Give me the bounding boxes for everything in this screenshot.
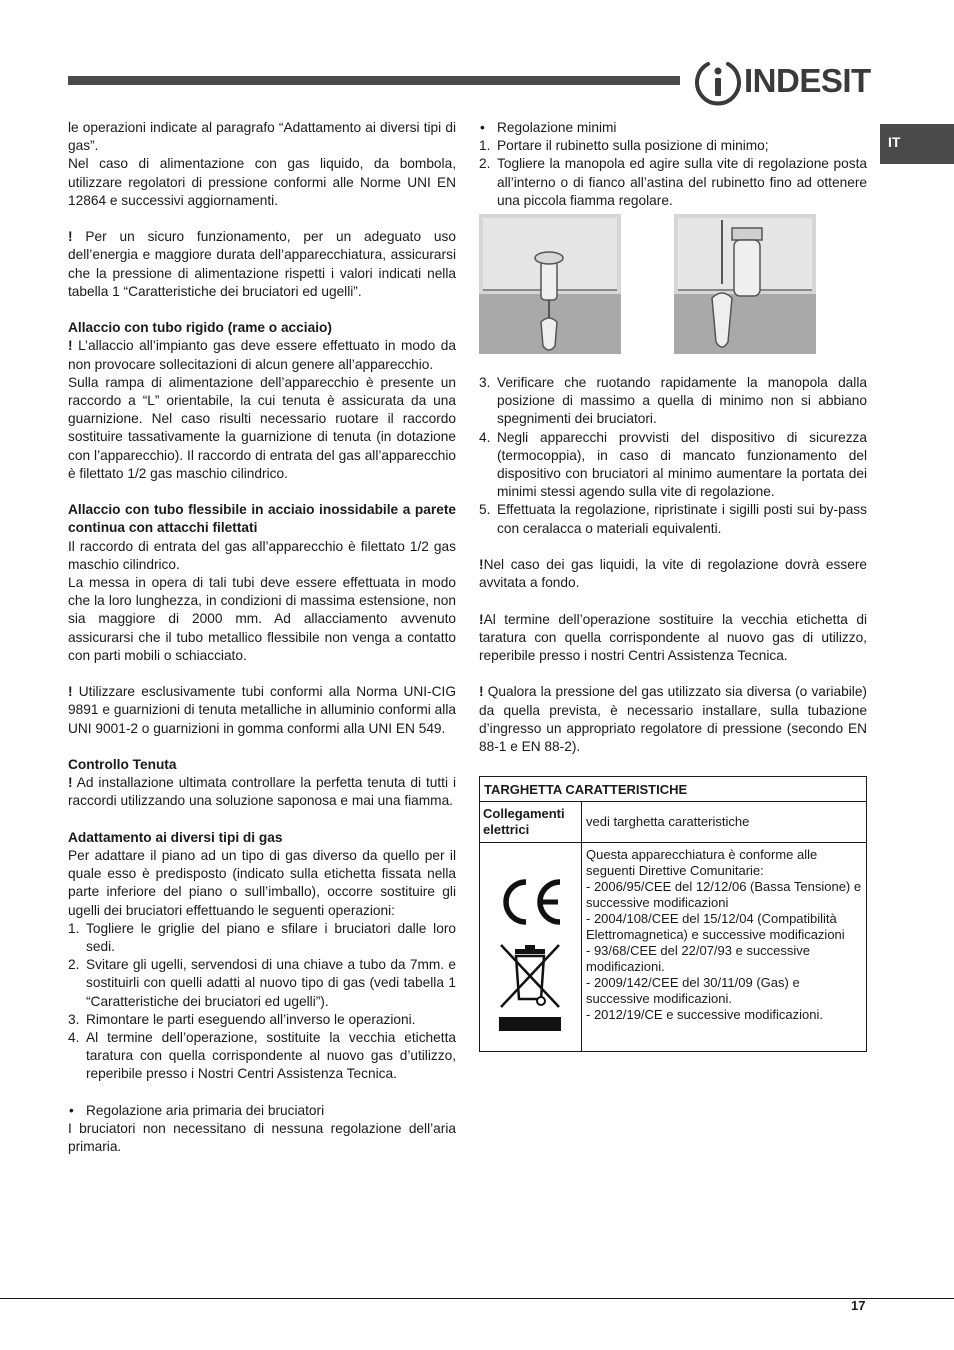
list-item: 2. Svitare gli ugelli, servendosi di una chiave a tubo da 7mm. e sostituirli con quelli adatti al nuovo tipo di gas (vedi tabella 1 “Caratteristiche dei bruciatori ed ugelli”).: [68, 957, 456, 1009]
warning-icon: !: [68, 338, 73, 354]
warning-icon: !: [68, 229, 73, 245]
directive-line: - 2004/108/CEE del 15/12/04 (Compatibilità Elettromagnetica) e successive modificazioni: [586, 911, 845, 943]
list-item: 3. Rimontare le parti eseguendo all’inverso le operazioni.: [68, 1011, 416, 1027]
warning-paragraph: [68, 228, 456, 301]
list-item: 4. Negli apparecchi provvisti del dispositivo di sicurezza (termocoppia), in caso di mancato funzionamento del dispositivo con bruciatori al minimo aumentare la portata dei minimi stessi agendo sulla vite di regolazione.: [479, 429, 867, 500]
paragraph: Sulla rampa di alimentazione dell’apparecchio è presente un raccordo a “L” orientabile, la cui tenuta è assicurata da una guarnizione. Nel caso risulti necessario ruotare il raccordo sostituire tassativamente la guarnizione di tenuta (in dotazione con l’apparecchio). Il raccordo di entrata del gas all’apparecchio è filettato 1/2 gas maschio cilindrico.: [68, 374, 456, 481]
warning-icon: !: [479, 684, 484, 700]
paragraph: Nel caso di alimentazione con gas liquido, da bombola, utilizzare regolatori di pressione conformi alle Norme UNI EN 12864 e successivi aggiornamenti.: [68, 156, 456, 208]
warning-paragraph: [479, 683, 867, 756]
weee-bin-icon: [497, 941, 563, 1033]
warning-paragraph: [68, 774, 456, 810]
directive-line: Questa apparecchiatura è conforme alle seguenti Direttive Comunitarie:: [586, 847, 818, 879]
list-item: 4. Al termine dell’operazione, sostituite la vecchia etichetta taratura con quella corrispondente al nuovo gas d’utilizzo, reperibile presso i Nostri Centri Assistenza Tecnica.: [68, 1030, 456, 1082]
paragraph: La messa in opera di tali tubi deve essere effettuata in modo che la loro lunghezza, in condizioni di massima estensione, non sia maggiore di 2000 mm. Ad allacciamento avvenuto assicurarsi che il tubo metallico flessibile non venga a contatto con parti mobili o schiacciato.: [68, 575, 456, 663]
ce-mark-icon: [496, 877, 566, 927]
warning-text: Ad installazione ultimata controllare la perfetta tenuta di tutti i raccordi utilizzando una soluzione saponosa e mai una fiamma.: [68, 775, 456, 809]
left-column: [68, 119, 456, 1156]
right-column: [479, 119, 867, 1052]
list-item: 1. Togliere le griglie del piano e sfilare i bruciatori dalle loro sedi.: [68, 920, 456, 955]
table-cell: vedi targhetta caratteristiche: [582, 802, 867, 843]
directive-line: - 2006/95/CEE del 12/12/06 (Bassa Tensione) e successive modificazioni: [586, 879, 862, 911]
paragraph: Per adattare il piano ad un tipo di gas diverso da quello per il quale esso è predisposto (indicato sulla etichetta fissata nella parte inferiore del piano o sull’imballo), occorre sostituire gli ugelli dei bruciatori effettuando le seguenti operazioni:: [68, 848, 456, 918]
section-heading: Allaccio con tubo flessibile in acciaio inossidabile a parete continua con attacchi filettati: [68, 502, 456, 536]
section-heading: Adattamento ai diversi tipi di gas: [68, 829, 283, 845]
warning-paragraph: [479, 611, 867, 666]
brand-name: INDESIT: [744, 62, 871, 99]
steps-list: [479, 374, 867, 538]
table-title: TARGHETTA CARATTERISTICHE: [480, 777, 867, 802]
warning-text: Utilizzare esclusivamente tubi conformi alla Norma UNI-CIG 9891 e guarnizioni di tenuta metalliche in alluminio conformi alla UNI 9001-2 o guarnizioni in gomma conformi alla UNI EN 549.: [68, 684, 456, 736]
table-cell: [480, 843, 582, 1052]
tap-adjustment-illustration: [479, 214, 621, 354]
warning-icon: !: [479, 611, 484, 627]
paragraph: Il raccordo di entrata del gas all’apparecchio è filettato 1/2 gas maschio cilindrico.: [68, 538, 456, 572]
specs-table: [479, 776, 867, 1052]
warning-paragraph: [68, 683, 456, 738]
language-code: IT: [888, 134, 901, 150]
list-item: 5. Effettuata la regolazione, ripristinate i sigilli posti sui by-pass con ceralacca o materiali equivalenti.: [479, 502, 867, 536]
warning-text: Qualora la pressione del gas utilizzato sia diversa (o variabile) da quella prevista, è necessario installare, sulla tubazione d’ingresso un appropriato regolatore di pressione (secondo EN 88-1 e EN 88-2).: [479, 684, 867, 755]
header-bar: [68, 76, 680, 85]
screwdriver-illustration: [674, 214, 816, 354]
indesit-logo: [694, 58, 870, 106]
directive-line: - 93/68/CEE del 22/07/93 e successive modificazioni.: [586, 943, 811, 975]
warning-paragraph: [68, 337, 456, 373]
list-item: 1. Portare il rubinetto sulla posizione di minimo;: [479, 138, 769, 154]
table-row: [480, 843, 867, 1052]
list-item: 2. Togliere la manopola ed agire sulla vite di regolazione posta all’interno o di fianco all’astina del rubinetto fino ad ottenere una piccola fiamma regolare.: [479, 156, 867, 208]
directive-line: - 2012/19/CE e successive modificazioni.: [586, 1007, 824, 1023]
language-tab: [880, 124, 954, 164]
steps-list: [68, 920, 456, 1084]
warning-text: L’allaccio all’impianto gas deve essere effettuato in modo da non provocare sollecitazioni di alcun genere all’apparecchio.: [68, 338, 456, 372]
paragraph: le operazioni indicate al paragrafo “Adattamento ai diversi tipi di gas”.: [68, 120, 456, 154]
bullet-item: • Regolazione minimi: [479, 119, 867, 137]
list-item: 3. Verificare che ruotando rapidamente la manopola dalla posizione di massimo a quella di minimo non si abbiano spegnimenti dei bruciatori.: [479, 375, 867, 427]
bullet-item: • Regolazione aria primaria dei bruciatori: [68, 1102, 456, 1120]
warning-text: Al termine dell’operazione sostituire la vecchia etichetta di taratura con quella corrispondente al nuovo gas di utilizzo, reperibile presso i nostri Centri Assistenza Tecnica.: [479, 611, 867, 664]
warning-paragraph: [479, 556, 867, 592]
section-heading: Allaccio con tubo rigido (rame o acciaio): [68, 320, 332, 336]
table-cell: [582, 843, 867, 1052]
warning-text: Per un sicuro funzionamento, per un adeguato uso dell’energia e maggiore durata dell’apparecchiatura, assicurarsi che la pressione di alimentazione rispetti i valori indicati nella tabella 1 “Caratteristiche dei bruciatori ed ugelli”.: [68, 229, 456, 299]
bullet-icon: •: [480, 120, 485, 135]
bullet-icon: •: [69, 1102, 74, 1118]
paragraph: I bruciatori non necessitano di nessuna regolazione dell’aria primaria.: [68, 1121, 456, 1155]
table-row: [480, 802, 867, 843]
warning-icon: !: [68, 775, 73, 791]
steps-list: [479, 137, 867, 210]
illustrations: [479, 214, 867, 374]
warning-text: Nel caso dei gas liquidi, la vite di regolazione dovrà essere avvitata a fondo.: [479, 557, 867, 591]
table-cell: Collegamenti elettrici: [480, 802, 582, 843]
directive-line: - 2009/142/CEE del 30/11/09 (Gas) e successive modificazioni.: [586, 975, 800, 1007]
section-heading: Controllo Tenuta: [68, 757, 177, 773]
indesit-logo-icon: [694, 58, 742, 106]
warning-icon: !: [479, 557, 484, 573]
page-number: 17: [851, 1298, 866, 1313]
footer-line: [0, 1298, 954, 1299]
warning-icon: !: [68, 684, 73, 700]
